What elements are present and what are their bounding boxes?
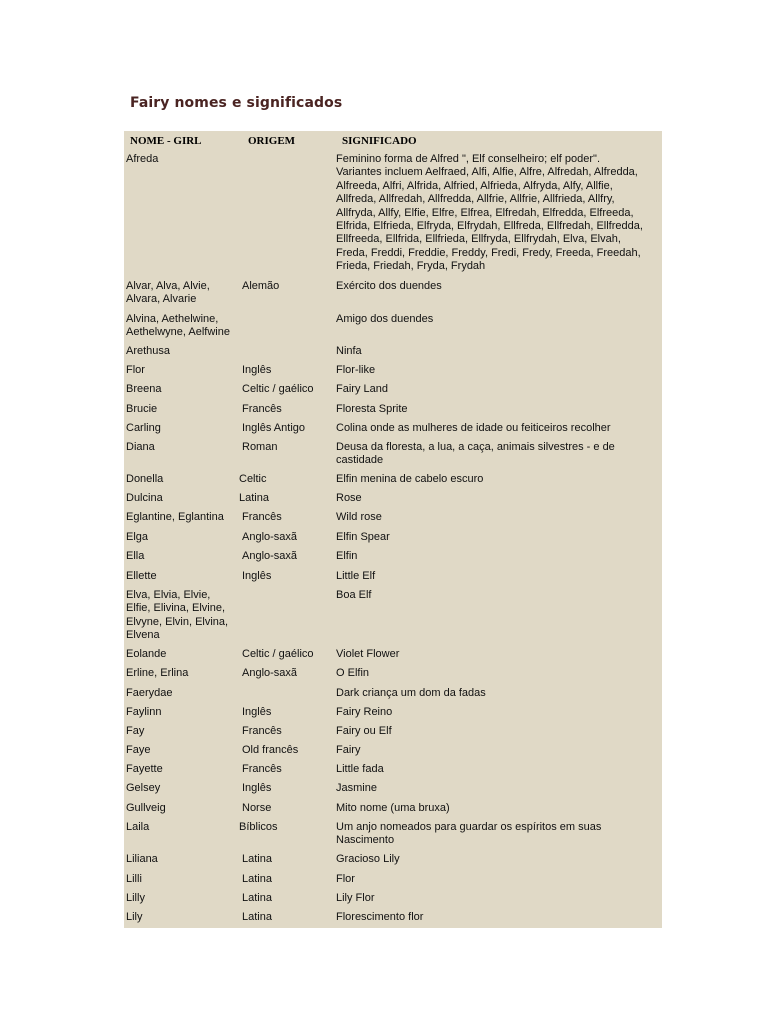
- cell-name: Faye: [126, 744, 151, 756]
- cell-meaning: Colina onde as mulheres de idade ou feiticeiros recolher: [336, 422, 611, 434]
- cell-name: Lily: [126, 911, 143, 923]
- names-table: [124, 131, 662, 928]
- cell-name: Ella: [126, 550, 145, 562]
- cell-meaning: O Elfin: [336, 667, 370, 679]
- cell-name: Fayette: [126, 763, 163, 775]
- cell-meaning: Fairy ou Elf: [336, 725, 392, 737]
- cell-origin: Latina: [239, 492, 269, 504]
- cell-name: Faylinn: [126, 706, 162, 718]
- cell-name: Elva, Elvia, Elvie, Elfie, Elivina, Elvine, Elvyne, Elvin, Elvina, Elvena: [126, 589, 229, 642]
- cell-meaning: Elfin Spear: [336, 531, 390, 543]
- cell-origin: Anglo-saxã: [242, 550, 298, 562]
- cell-meaning: Gracioso Lily: [336, 853, 400, 865]
- cell-meaning: Boa Elf: [336, 589, 372, 601]
- cell-origin: Inglês: [242, 364, 272, 376]
- cell-name: Erline, Erlina: [126, 667, 189, 679]
- cell-origin: Norse: [242, 802, 272, 814]
- cell-meaning: Um anjo nomeados para guardar os espíritos em suas Nascimento: [336, 821, 602, 847]
- cell-name: Carling: [126, 422, 161, 434]
- cell-origin: Bíblicos: [239, 821, 278, 833]
- cell-meaning: Elfin: [336, 550, 358, 562]
- cell-name: Alvina, Aethelwine, Aethelwyne, Aelfwine: [126, 313, 230, 339]
- cell-name: Alvar, Alva, Alvie, Alvara, Alvarie: [126, 280, 210, 306]
- cell-meaning: Dark criança um dom da fadas: [336, 687, 486, 699]
- cell-name: Fay: [126, 725, 145, 737]
- cell-meaning: Jasmine: [336, 782, 377, 794]
- cell-name: Gelsey: [126, 782, 161, 794]
- cell-origin: Latina: [242, 873, 272, 885]
- cell-meaning: Little fada: [336, 763, 384, 775]
- cell-meaning: Mito nome (uma bruxa): [336, 802, 450, 814]
- cell-name: Liliana: [126, 853, 158, 865]
- cell-name: Dulcina: [126, 492, 163, 504]
- cell-meaning: Violet Flower: [336, 648, 400, 660]
- cell-name: Lilli: [126, 873, 142, 885]
- cell-meaning: Lily Flor: [336, 892, 375, 904]
- cell-meaning: Flor-like: [336, 364, 376, 376]
- cell-origin: Alemão: [242, 280, 280, 292]
- cell-origin: Francês: [242, 403, 282, 415]
- cell-name: Afreda: [126, 153, 159, 165]
- cell-name: Brucie: [126, 403, 158, 415]
- cell-name: Gullveig: [126, 802, 166, 814]
- cell-meaning: Elfin menina de cabelo escuro: [336, 473, 484, 485]
- cell-name: Diana: [126, 441, 155, 453]
- cell-origin: Latina: [242, 892, 272, 904]
- cell-meaning: Wild rose: [336, 511, 382, 523]
- cell-meaning: Floresta Sprite: [336, 403, 408, 415]
- cell-name: Elga: [126, 531, 149, 543]
- cell-meaning: Amigo dos duendes: [336, 313, 434, 325]
- cell-origin: Inglês: [242, 782, 272, 794]
- cell-origin: Inglês Antigo: [242, 422, 305, 434]
- cell-origin: Francês: [242, 725, 282, 737]
- cell-origin: Celtic / gaélico: [242, 383, 314, 395]
- cell-name: Flor: [126, 364, 145, 376]
- cell-name: Breena: [126, 383, 162, 395]
- cell-meaning: Feminino forma de Alfred ", Elf conselheiro; elf poder". Variantes incluem Aelfraed, Alfi, Alfie, Alfre, Alfredah, Alfredda, Alfreeda, Alfri, Alfrida, Alfried, Alfrieda, Alfryda, Alfy, Allfie, Allfreda, Allfredah, Allfredda, Allfrie, Allfrie, Allfrieda, Allfry, Allfryda, Allfy, Elfie, Elfre, Elfrea, Elfredah, Elfredda, Elfreeda, Elfrida, Elfrieda, Elfryda, Elfrydah, Ellfreda, Ellfredah, Ellfredda, Ellfreeda, Ellfrida, Ellfrieda, Ellfryda, Ellfrydah, Elva, Elvah, Freda, Freddi, Freddie, Freddy, Fredi, Fredy, Freeda, Freedah, Frieda, Friedah, Fryda, Frydah: [336, 153, 643, 273]
- cell-name: Eglantine, Eglantina: [126, 511, 224, 523]
- cell-origin: Francês: [242, 763, 282, 775]
- cell-meaning: Little Elf: [336, 570, 376, 582]
- cell-origin: Celtic: [239, 473, 267, 485]
- cell-name: Donella: [126, 473, 164, 485]
- cell-origin: Latina: [242, 911, 272, 923]
- cell-origin: Inglês: [242, 706, 272, 718]
- cell-name: Faerydae: [126, 687, 173, 699]
- cell-origin: Francês: [242, 511, 282, 523]
- cell-name: Ellette: [126, 570, 157, 582]
- cell-meaning: Ninfa: [336, 345, 362, 357]
- cell-origin: Anglo-saxã: [242, 531, 298, 543]
- cell-name: Eolande: [126, 648, 167, 660]
- column-header-name: NOME - GIRL: [130, 135, 202, 147]
- page-title: Fairy nomes e significados: [130, 95, 343, 111]
- cell-meaning: Exército dos duendes: [336, 280, 442, 292]
- cell-meaning: Deusa da floresta, a lua, a caça, animais silvestres - e de castidade: [336, 441, 615, 467]
- column-header-origin: ORIGEM: [248, 135, 296, 147]
- cell-meaning: Florescimento flor: [336, 911, 424, 923]
- cell-meaning: Rose: [336, 492, 362, 504]
- cell-meaning: Fairy Reino: [336, 706, 393, 718]
- cell-origin: Latina: [242, 853, 272, 865]
- cell-origin: Roman: [242, 441, 278, 453]
- cell-origin: Inglês: [242, 570, 272, 582]
- cell-name: Laila: [126, 821, 150, 833]
- cell-meaning: Flor: [336, 873, 355, 885]
- cell-origin: Celtic / gaélico: [242, 648, 314, 660]
- cell-meaning: Fairy Land: [336, 383, 388, 395]
- column-header-meaning: SIGNIFICADO: [342, 135, 417, 147]
- cell-origin: Old francês: [242, 744, 299, 756]
- cell-name: Arethusa: [126, 345, 171, 357]
- cell-meaning: Fairy: [336, 744, 361, 756]
- cell-origin: Anglo-saxã: [242, 667, 298, 679]
- cell-name: Lilly: [126, 892, 145, 904]
